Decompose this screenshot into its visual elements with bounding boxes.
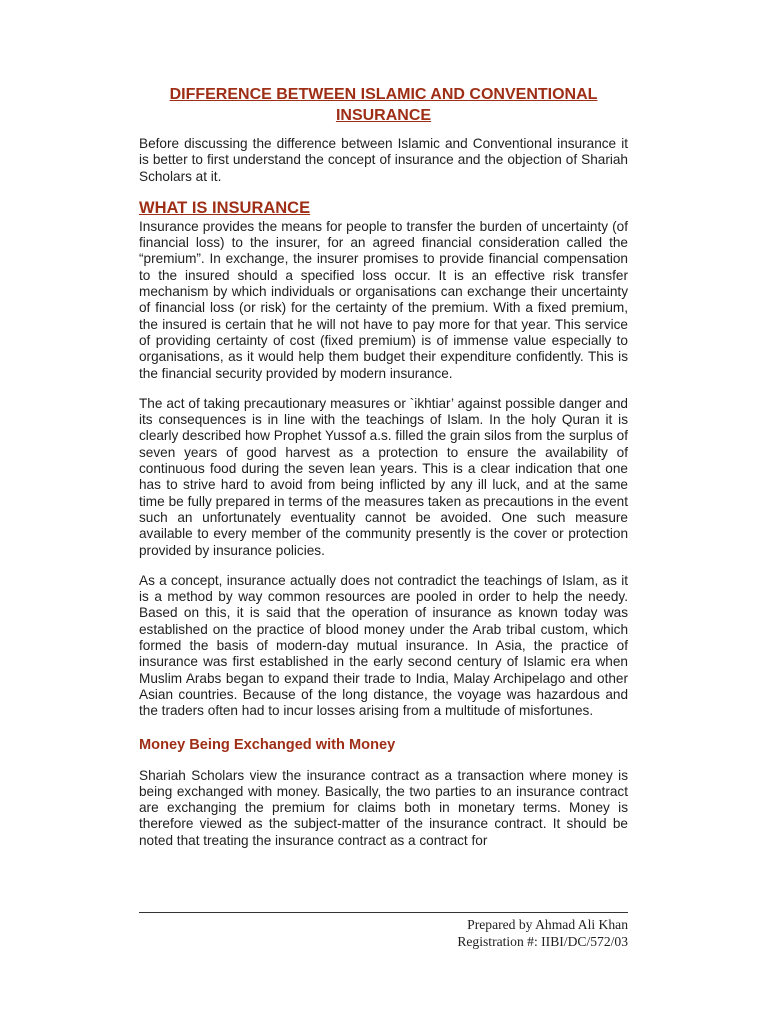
document-page <box>139 84 628 849</box>
registration-text: Registration #: IIBI/DC/572/03 <box>457 934 628 949</box>
insurance-paragraph-1: Insurance provides the means for people to transfer the burden of uncertainty (of financial loss) to the insurer, for an agreed financial consideration called the “premium”. In exchange, the insurer promises to provide financial compensation to the insured should a specified loss occur. It is an effective risk transfer mechanism by which individuals or organisations can exchange their uncertainty of financial loss (or risk) for the certainty of the premium. With a fixed premium, the insured is certain that he will not have to pay more for that year. This service of providing certainty of cost (fixed premium) is of immense value especially to organisations, as it would help them budget their expenditure confidently. This is the financial security provided by modern insurance. <box>139 218 628 381</box>
document-title <box>139 84 628 126</box>
insurance-paragraph-3: As a concept, insurance actually does not contradict the teachings of Islam, as it is a method by way common resources are pooled in order to help the needy. Based on this, it is said that the operation of insurance as known today was established on the practice of blood money under the Arab tribal custom, which formed the basis of modern-day mutual insurance. In Asia, the practice of insurance was first established in the early second century of Islamic era when Muslim Arabs began to expand their trade to India, Malay Archipelago and other Asian countries. Because of the long distance, the voyage was hazardous and the traders often had to incur losses arising from a multitude of misfortunes. <box>139 572 628 719</box>
document-title-line-2: INSURANCE <box>335 107 432 124</box>
prepared-by-text: Prepared by Ahmad Ali Khan <box>467 917 628 932</box>
document-footer <box>457 916 628 950</box>
intro-paragraph: Before discussing the difference between Islamic and Conventional insurance it is better to first understand the concept of insurance and the objection of Shariah Scholars at it. <box>139 136 628 184</box>
section-heading-money-exchanged: Money Being Exchanged with Money <box>139 736 396 753</box>
insurance-paragraph-2: The act of taking precautionary measures or `ikhtiar’ against possible danger and its consequences is in line with the teachings of Islam. In the holy Quran it is clearly described how Prophet Yussof a.s. filled the grain silos from the surplus of seven years of good harvest as a protection to ensure the availability of continuous food during the seven lean years. This is a clear indication that one has to strive hard to avoid from being inflicted by any ill luck, and at the same time be fully prepared in terms of the measures taken as precautions in the event such an unfortunately eventuality cannot be avoided. One such measure available to every member of the community presently is the cover or protection provided by insurance policies. <box>139 395 628 558</box>
money-exchange-paragraph: Shariah Scholars view the insurance contract as a transaction where money is being exchanged with money. Basically, the two parties to an insurance contract are exchanging the premium for claims both in monetary terms. Money is therefore viewed as the subject-matter of the insurance contract. It should be noted that treating the insurance contract as a contract for <box>139 767 628 848</box>
document-title-line-1: DIFFERENCE BETWEEN ISLAMIC AND CONVENTIONAL <box>169 86 598 103</box>
footer-divider <box>139 912 628 913</box>
section-heading-what-is-insurance: WHAT IS INSURANCE <box>139 198 311 217</box>
